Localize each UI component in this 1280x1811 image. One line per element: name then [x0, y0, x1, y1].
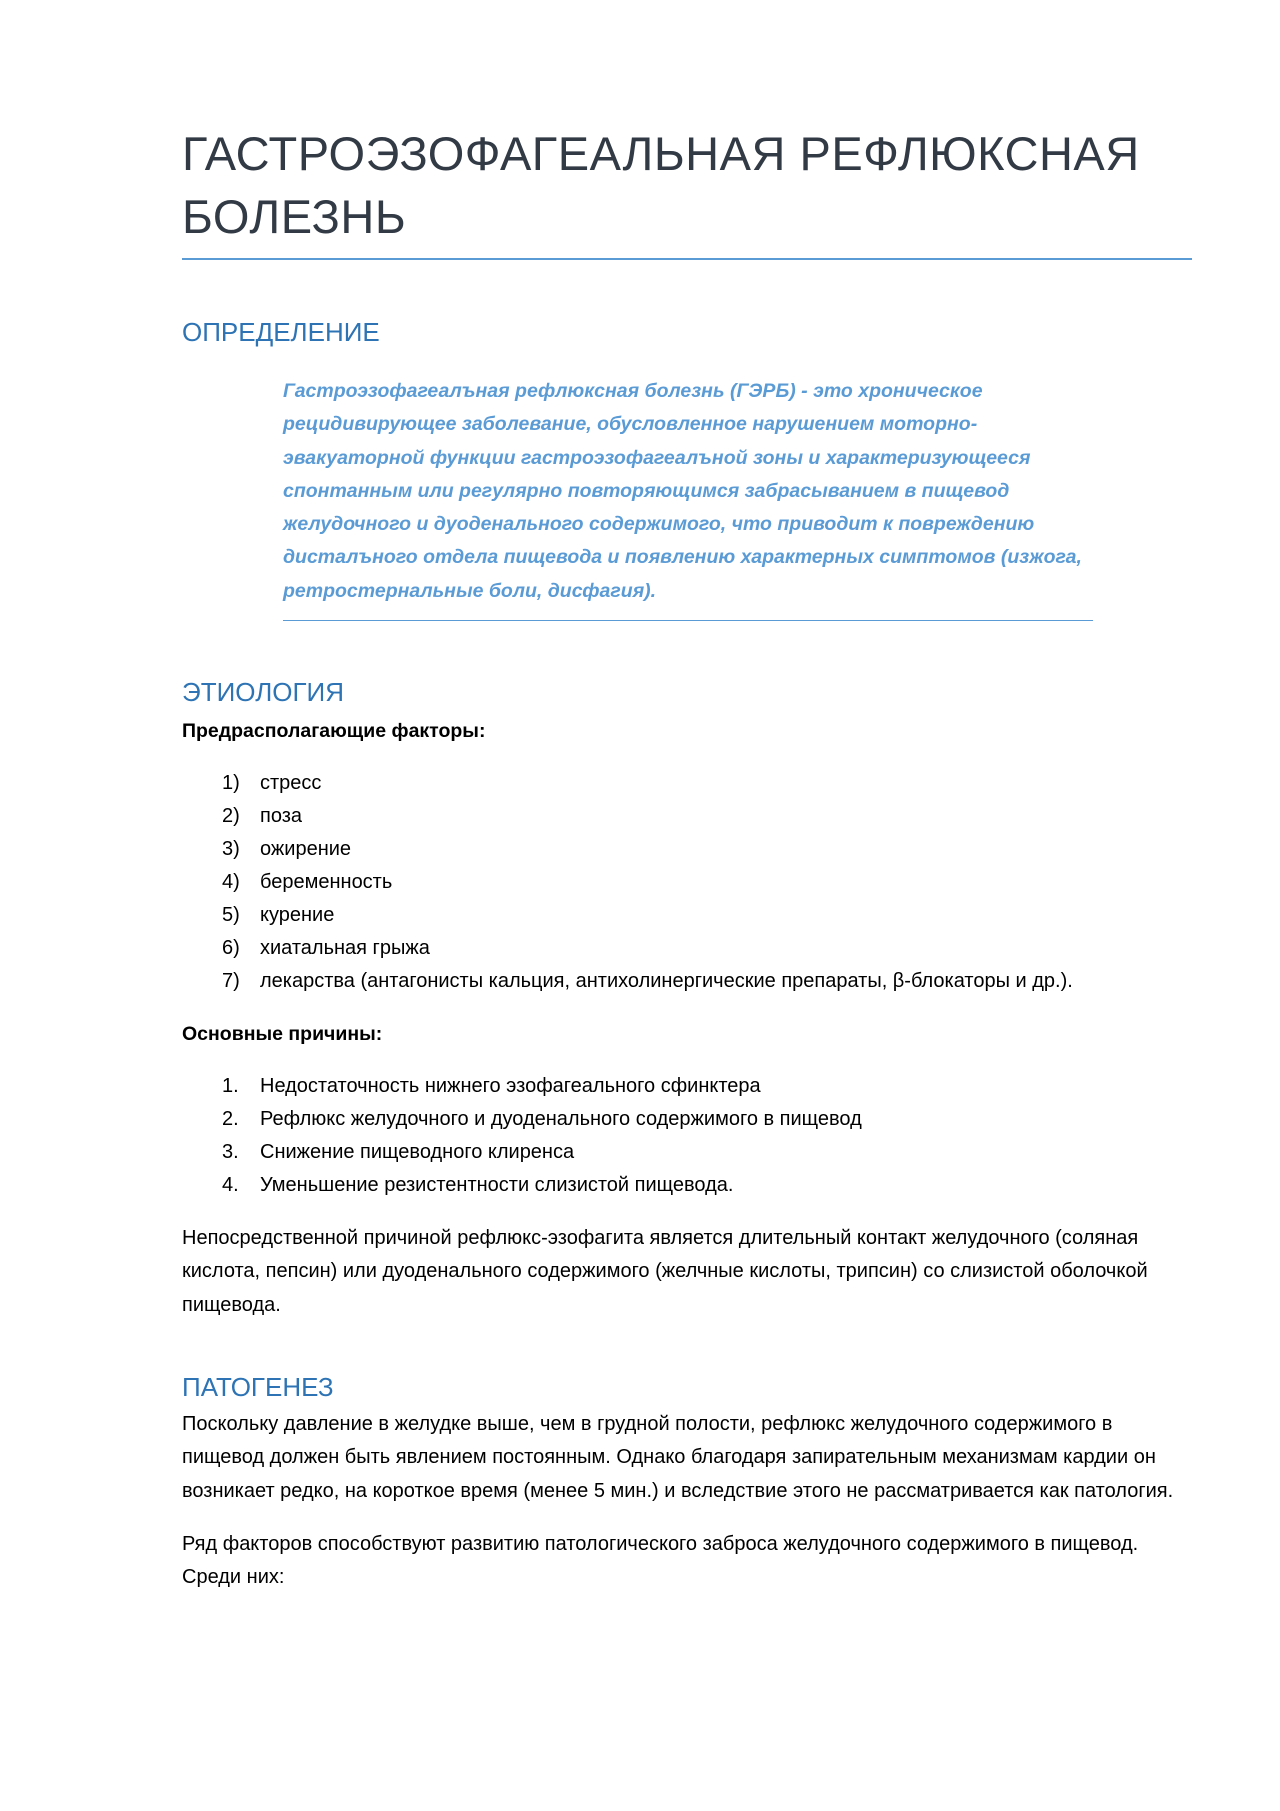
document-content: [182, 122, 1192, 1594]
list-item: [182, 965, 1192, 998]
list-marker: 5): [222, 904, 240, 927]
list-marker: 6): [222, 937, 240, 960]
predisposing-factors-list: [182, 767, 1192, 998]
list-item-text: беременность: [260, 871, 393, 894]
heading-pathogenesis: ПАТОГЕНЕЗ: [182, 1371, 334, 1402]
heading-definition: ОПРЕДЕЛЕНИЕ: [182, 317, 380, 347]
predisposing-factors-label: Предрасполагающие факторы:: [182, 720, 486, 743]
list-marker: 2): [222, 805, 240, 828]
list-item: [182, 1169, 1192, 1202]
list-item: [182, 1070, 1192, 1103]
list-item: [182, 767, 1192, 800]
list-item-text: Снижение пищеводного клиренса: [260, 1141, 575, 1164]
pathogenesis-paragraph-2: Ряд факторов способствуют развитию патологического заброса желудочного содержимого в пищевод. Среди них:: [182, 1532, 1139, 1589]
main-causes-label: Основные причины:: [182, 1023, 383, 1046]
document-title: ГАСТРОЭЗОФАГЕАЛЬНАЯ РЕФЛЮКСНАЯ БОЛЕЗНЬ: [182, 127, 1140, 243]
list-item: [182, 800, 1192, 833]
list-item-text: хиатальная грыжа: [260, 937, 430, 960]
definition-quote-block: [283, 375, 1093, 621]
list-item-text: Уменьшение резистентности слизистой пищевода.: [260, 1174, 734, 1197]
list-marker: 4.: [222, 1174, 239, 1197]
list-item: [182, 1103, 1192, 1136]
list-item: [182, 833, 1192, 866]
list-marker: 2.: [222, 1108, 239, 1131]
list-marker: 3.: [222, 1141, 239, 1164]
list-item: [182, 932, 1192, 965]
list-marker: 3): [222, 838, 240, 861]
list-item-text: Рефлюкс желудочного и дуоденального содержимого в пищевод: [260, 1108, 862, 1131]
list-item: [182, 899, 1192, 932]
list-item-text: поза: [260, 805, 303, 828]
list-item-text: Недостаточность нижнего эзофагеального сфинктера: [260, 1075, 761, 1098]
list-marker: 1.: [222, 1075, 239, 1098]
list-item: [182, 1136, 1192, 1169]
heading-etiology: ЭТИОЛОГИЯ: [182, 677, 345, 708]
list-item-text: стресс: [260, 772, 322, 795]
list-item-text: курение: [260, 904, 335, 927]
list-item-text: ожирение: [260, 838, 352, 861]
list-item-text: лекарства (антагонисты кальция, антихолинергические препараты, β-блокаторы и др.).: [260, 970, 1073, 993]
title-underline: [182, 258, 1192, 260]
definition-quote-text: Гастроэзофагеалъная рефлюксная болезнь (ГЭРБ) - это хроническое рецидивирующее заболевание, обусловленное нарушением моторно-эвакуаторной функции гастроэзофагеалъной зоны и характеризующееся спонтанным или регулярно повторяющимся забрасыванием в пищевод желудочного и дуоденального содержимого, что приводит к повреждению дисталъного отдела пищевода и появлению характерных симптомов (изжога, ретростернальные боли, дисфагия).: [283, 380, 1082, 602]
list-marker: 4): [222, 871, 240, 894]
list-item: [182, 866, 1192, 899]
main-causes-list: [182, 1070, 1192, 1202]
pathogenesis-paragraph-1: Поскольку давление в желудке выше, чем в грудной полости, рефлюкс желудочного содержимого в пищевод должен быть явлением постоянным. Однако благодаря запирательным механизмам кардии он возникает редко, на короткое время (менее 5 мин.) и вследствие этого не рассматривается как патология.: [182, 1412, 1174, 1502]
list-marker: 1): [222, 772, 240, 795]
etiology-paragraph: Непосредственной причиной рефлюкс-эзофагита является длительный контакт желудочного (соляная кислота, пепсин) или дуоденального содержимого (желчные кислоты, трипсин) со слизистой оболочкой пищевода.: [182, 1227, 1148, 1316]
list-marker: 7): [222, 970, 240, 993]
